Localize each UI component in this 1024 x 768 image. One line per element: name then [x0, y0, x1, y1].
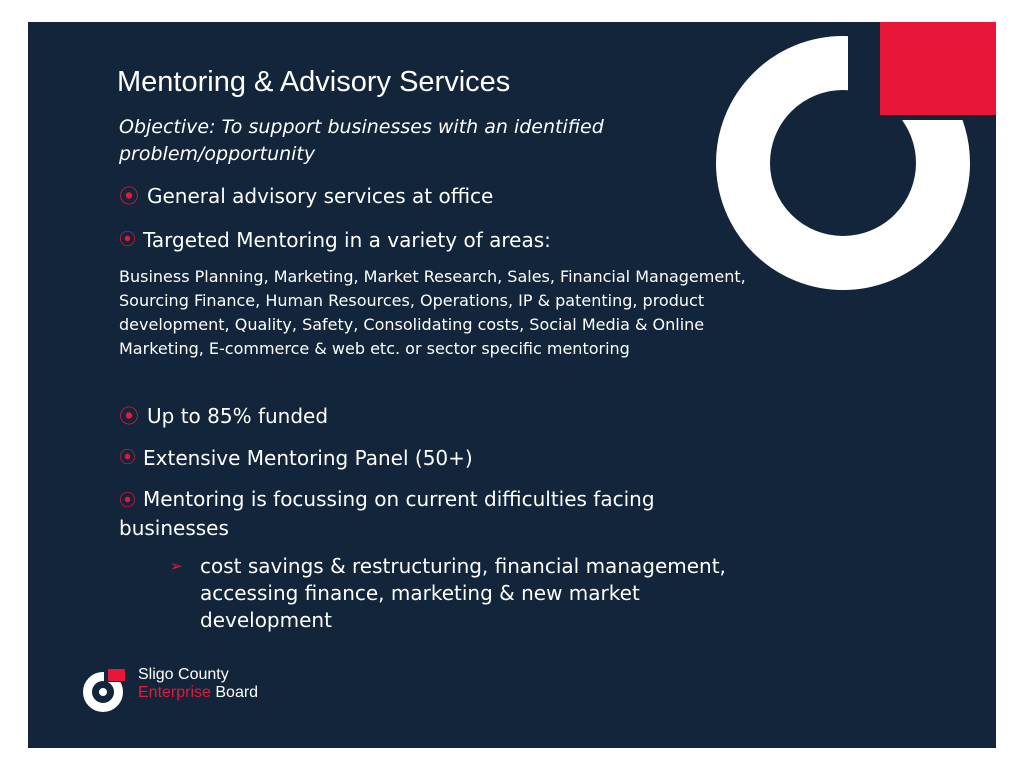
organisation-name-accent: Enterprise	[138, 684, 211, 701]
bullet-mentoring-panel	[119, 445, 759, 471]
bullet-text: Up to 85% funded	[147, 404, 329, 428]
bullet-funding	[119, 403, 759, 429]
organisation-name-rest: Board	[215, 684, 259, 701]
brand-square	[880, 22, 996, 115]
bullet-text: Extensive Mentoring Panel (50+)	[143, 446, 473, 470]
slide	[28, 22, 996, 748]
bullet-targeted-mentoring	[119, 227, 759, 253]
arrow-bullet-icon: ➢	[170, 557, 183, 575]
mentoring-areas-text: Business Planning, Marketing, Market Research, Sales, Financial Management, Sourcing Finance, Human Resources, Operations, IP & patenting, product development, Quality, Safety, Consolidating costs, Social Media & Online Marketing, E-commerce & web etc. or sector specific mentoring	[119, 267, 746, 358]
sub-bullet-text: cost savings & restructuring, financial management, accessing finance, marketing & new market development	[200, 554, 726, 632]
bullet-text: Targeted Mentoring in a variety of areas:	[143, 228, 551, 252]
sub-bullet-focus-areas	[170, 553, 730, 634]
bullet-marker-icon: ⦿	[119, 491, 136, 511]
organisation-name	[138, 666, 258, 702]
bullet-marker-icon: ⦿	[119, 184, 139, 208]
bullet-text: Mentoring is focussing on current difficulties facing businesses	[119, 487, 655, 540]
bullet-general-advisory	[119, 183, 759, 209]
bullet-marker-icon: ⦿	[119, 448, 136, 468]
objective-text: Objective: To support businesses with an identified problem/opportunity	[119, 116, 604, 165]
bullet-marker-icon: ⦿	[119, 230, 136, 250]
bullet-current-difficulties	[119, 486, 759, 542]
bullet-text: General advisory services at office	[147, 184, 494, 208]
organisation-name-line1: Sligo County	[138, 666, 229, 683]
bullet-marker-icon: ⦿	[119, 404, 139, 428]
slide-title: Mentoring & Advisory Services	[117, 66, 511, 98]
organisation-name-line2	[138, 684, 258, 702]
enterprise-board-logo-icon	[80, 667, 128, 715]
